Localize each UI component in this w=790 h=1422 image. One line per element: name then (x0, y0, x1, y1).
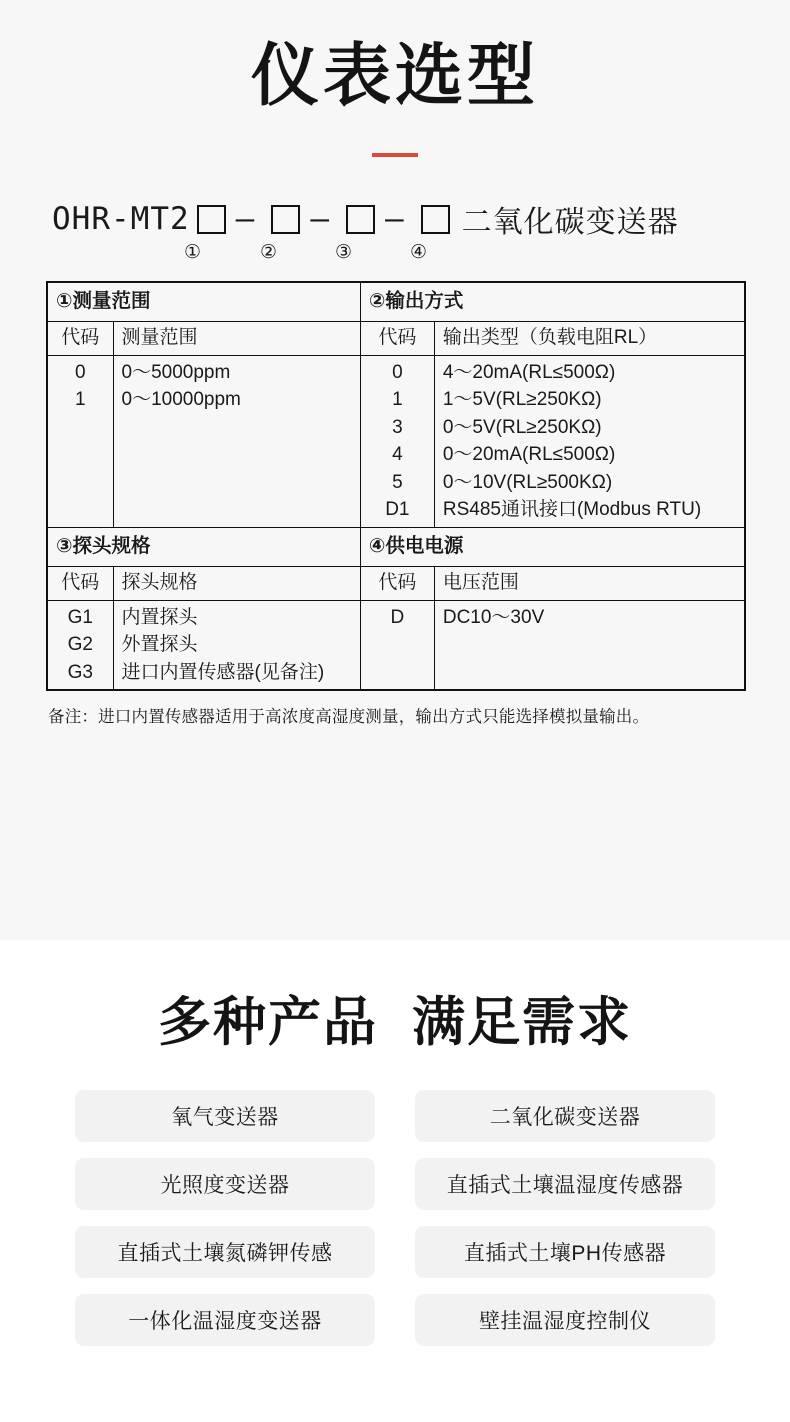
power-value-0: DC10～30V (442, 606, 545, 628)
probe-value-2: 进口内置传感器(见备注) (121, 661, 325, 683)
output-value-5: RS485通讯接口(Modbus RTU) (442, 499, 702, 521)
model-slot-2[interactable] (271, 205, 300, 234)
product-chip[interactable]: 直插式土壤氮磷钾传感 (75, 1226, 375, 1278)
products-section (0, 940, 790, 1346)
subheader-code-3: 代码 (47, 566, 113, 600)
model-marker-1: ① (184, 242, 202, 263)
products-title-part1: 多种产品 (158, 993, 378, 1052)
model-slot-4[interactable] (421, 205, 450, 234)
subheader-code-1: 代码 (47, 321, 113, 355)
model-slot-3[interactable] (346, 205, 375, 234)
output-code-cell (360, 355, 434, 527)
product-chip[interactable]: 氧气变送器 (75, 1090, 375, 1142)
output-code-0: 0 (392, 361, 403, 383)
model-marker-row (52, 241, 790, 267)
model-dash-1: — (235, 201, 255, 237)
product-chip-grid (0, 1090, 790, 1346)
page-title: 仪表选型 (250, 38, 539, 114)
range-value-0: 0～5000ppm (121, 361, 231, 383)
product-chip[interactable]: 二氧化碳变送器 (415, 1090, 715, 1142)
table-subheader-row-1 (47, 321, 745, 355)
model-dash-3: — (385, 201, 404, 237)
output-value-0: 4～20mA(RL≤500Ω) (442, 361, 616, 383)
output-value-1: 1～5V(RL≥250KΩ) (442, 389, 602, 411)
model-marker-4: ④ (410, 242, 428, 263)
output-value-3: 0～20mA(RL≤500Ω) (442, 444, 616, 466)
probe-code-0: G1 (67, 606, 93, 628)
specification-table (46, 281, 746, 691)
product-chip[interactable]: 光照度变送器 (75, 1158, 375, 1210)
output-code-5: D1 (385, 499, 410, 521)
range-value-cell (113, 355, 360, 527)
products-title-part2: 满足需求 (412, 993, 632, 1052)
model-marker-2: ② (260, 242, 278, 263)
table-subheader-row-2 (47, 566, 745, 600)
table-header-row-1 (47, 282, 745, 321)
header-measuring-range: ①测量范围 (47, 282, 360, 321)
probe-value-cell (113, 600, 360, 690)
probe-code-1: G2 (67, 634, 93, 656)
product-chip[interactable]: 直插式土壤PH传感器 (415, 1226, 715, 1278)
header-probe-spec: ③探头规格 (47, 527, 360, 566)
range-value-1: 0～10000ppm (121, 389, 241, 411)
power-code-0: D (390, 606, 405, 628)
product-chip[interactable]: 一体化温湿度变送器 (75, 1294, 375, 1346)
output-code-1: 1 (392, 389, 403, 411)
table-body-row-1 (47, 355, 745, 527)
model-prefix: OHR-MT2 (52, 201, 190, 237)
probe-code-2: G3 (67, 661, 93, 683)
subheader-voltage: 电压范围 (434, 566, 745, 600)
model-dash-2: — (310, 201, 329, 237)
subheader-range: 测量范围 (113, 321, 360, 355)
probe-value-1: 外置探头 (121, 634, 198, 656)
output-code-2: 3 (392, 416, 403, 438)
range-code-0: 0 (74, 361, 86, 383)
range-code-1: 1 (74, 389, 86, 411)
table-header-row-2 (47, 527, 745, 566)
product-chip[interactable]: 壁挂温湿度控制仪 (415, 1294, 715, 1346)
model-code-line (52, 197, 790, 241)
subheader-code-2: 代码 (360, 321, 434, 355)
table-body-row-2 (47, 600, 745, 690)
probe-value-0: 内置探头 (121, 606, 198, 628)
output-code-4: 5 (392, 471, 403, 493)
subheader-code-4: 代码 (360, 566, 434, 600)
product-chip[interactable]: 直插式土壤温湿度传感器 (415, 1158, 715, 1210)
products-title (0, 980, 790, 1056)
title-divider (372, 153, 418, 157)
output-value-cell (434, 355, 745, 527)
model-product-name: 二氧化碳变送器 (461, 206, 679, 239)
header-power-supply: ④供电电源 (360, 527, 745, 566)
table-note: 备注：进口内置传感器适用于高浓度高湿度测量，输出方式只能选择模拟量输出。 (48, 708, 650, 727)
model-slot-1[interactable] (197, 205, 226, 234)
subheader-probe: 探头规格 (113, 566, 360, 600)
subheader-output-type: 输出类型（负载电阻RL） (434, 321, 745, 355)
model-marker-3: ③ (335, 242, 353, 263)
probe-code-cell (47, 600, 113, 690)
range-code-cell (47, 355, 113, 527)
output-code-3: 4 (392, 444, 403, 466)
header-output-mode: ②输出方式 (360, 282, 745, 321)
power-value-cell (434, 600, 745, 690)
output-value-4: 0～10V(RL≥500KΩ) (442, 471, 613, 493)
power-code-cell (360, 600, 434, 690)
output-value-2: 0～5V(RL≥250KΩ) (442, 416, 602, 438)
